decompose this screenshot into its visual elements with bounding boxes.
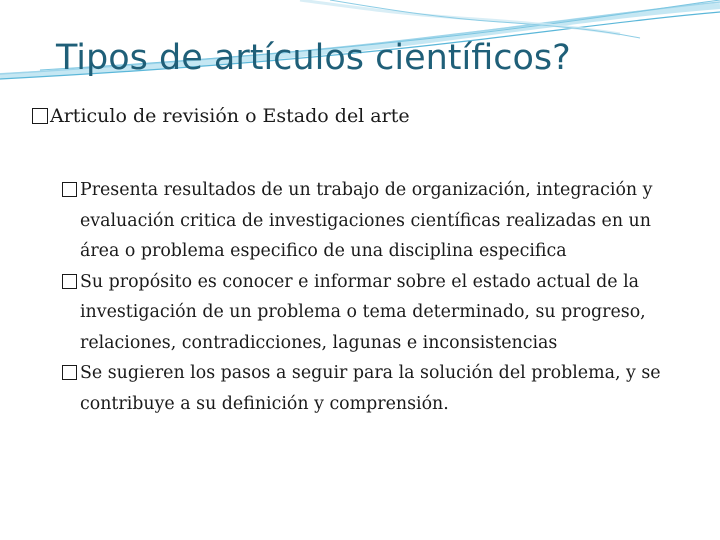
list-item [62, 267, 682, 359]
sub-bullet-text: Su propósito es conocer e informar sobre el estado actual de la investigación de un problema o tema determinado, su progreso, relaciones, contradicciones, lagunas e inconsistencias [80, 271, 646, 353]
missing-glyph-box-icon [32, 108, 48, 124]
missing-glyph-box-icon [62, 365, 77, 380]
list-item [62, 175, 682, 267]
missing-glyph-box-icon [62, 274, 77, 289]
missing-glyph-box-icon [62, 182, 77, 197]
sub-bullet-list [62, 175, 682, 419]
list-item [62, 358, 682, 419]
slide-title: Tipos de artículos científicos? [56, 38, 571, 78]
sub-bullet-text: Se sugieren los pasos a seguir para la solución del problema, y se contribuye a su definición y comprensión. [80, 363, 661, 414]
main-bullet-text: Articulo de revisión o Estado del arte [50, 105, 410, 127]
main-bullet [32, 103, 692, 129]
sub-bullet-text: Presenta resultados de un trabajo de organización, integración y evaluación critica de investigaciones científicas realizadas en un área o problema especifico de una disciplina especifica [80, 180, 653, 261]
